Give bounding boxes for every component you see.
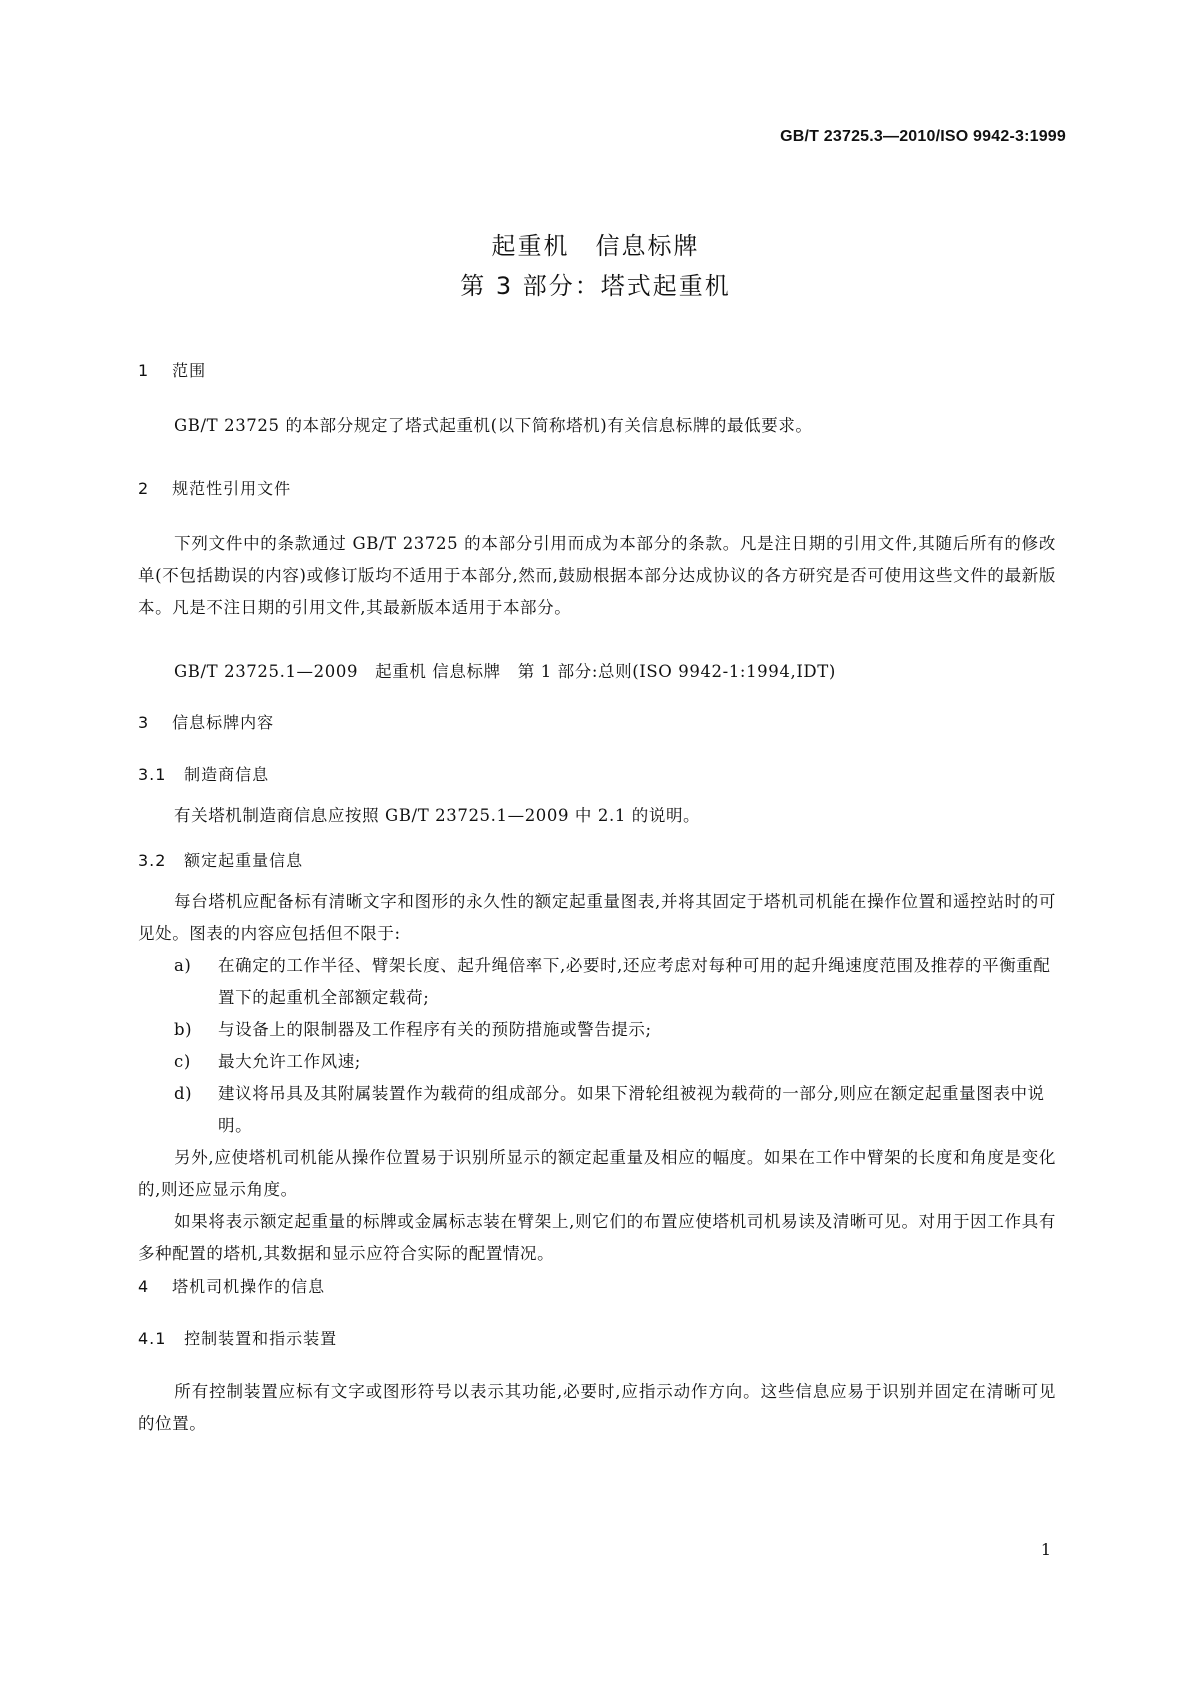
list-text: 与设备上的限制器及工作程序有关的预防措施或警告提示; xyxy=(218,1020,652,1039)
document-title xyxy=(0,226,1191,306)
section-3-2-heading xyxy=(138,848,303,871)
section-1-paragraph xyxy=(138,410,1056,442)
section-title: 范围 xyxy=(172,361,207,380)
paragraph-text: 有关塔机制造商信息应按照 GB/T 23725.1—2009 中 2.1 的说明。 xyxy=(174,806,701,825)
list-marker: c) xyxy=(174,1052,191,1071)
section-4-1-heading xyxy=(138,1326,337,1349)
normative-reference: GB/T 23725.1—2009 起重机 信息标牌 第 1 部分:总则(ISO 9942-1:1994,IDT) xyxy=(174,662,836,681)
section-3-heading xyxy=(138,710,274,733)
section-1-heading xyxy=(138,358,206,381)
section-number: 3 xyxy=(138,713,150,732)
paragraph-text: 所有控制装置应标有文字或图形符号以表示其功能,必要时,应指示动作方向。这些信息应易于识别并固定在清晰可见的位置。 xyxy=(138,1382,1056,1433)
page-number: 1 xyxy=(1040,1540,1051,1559)
list-item xyxy=(174,1014,1056,1046)
section-3-2-paragraph-3 xyxy=(138,1206,1056,1270)
list-text: 建议将吊具及其附属装置作为载荷的组成部分。如果下滑轮组被视为载荷的一部分,则应在额定起重量图表中说明。 xyxy=(218,1084,1045,1135)
paragraph-text: 如果将表示额定起重量的标牌或金属标志装在臂架上,则它们的布置应使塔机司机易读及清晰可见。对用于因工作具有多种配置的塔机,其数据和显示应符合实际的配置情况。 xyxy=(138,1212,1056,1263)
list-item xyxy=(174,1078,1056,1142)
section-4-heading xyxy=(138,1274,325,1297)
paragraph-text: 另外,应使塔机司机能从操作位置易于识别所显示的额定起重量及相应的幅度。如果在工作中臂架的长度和角度是变化的,则还应显示角度。 xyxy=(138,1148,1056,1199)
section-2-heading xyxy=(138,476,291,499)
list-marker: a) xyxy=(174,956,192,975)
list-text: 在确定的工作半径、臂架长度、起升绳倍率下,必要时,还应考虑对每种可用的起升绳速度范围及推荐的平衡重配置下的起重机全部额定载荷; xyxy=(218,956,1051,1007)
section-title: 信息标牌内容 xyxy=(172,713,275,732)
section-number: 3.1 xyxy=(138,765,167,784)
section-number: 3.2 xyxy=(138,851,167,870)
section-title: 规范性引用文件 xyxy=(172,479,292,498)
paragraph-text: GB/T 23725 的本部分规定了塔式起重机(以下简称塔机)有关信息标牌的最低要求。 xyxy=(174,416,813,435)
section-number: 2 xyxy=(138,479,150,498)
section-title: 制造商信息 xyxy=(184,765,270,784)
section-number: 4.1 xyxy=(138,1329,167,1348)
section-title: 控制装置和指示装置 xyxy=(184,1329,338,1348)
section-3-2-paragraph-2 xyxy=(138,1142,1056,1206)
section-4-1-paragraph xyxy=(138,1376,1056,1440)
section-title: 塔机司机操作的信息 xyxy=(172,1277,326,1296)
paragraph-text: 下列文件中的条款通过 GB/T 23725 的本部分引用而成为本部分的条款。凡是注日期的引用文件,其随后所有的修改单(不包括勘误的内容)或修订版均不适用于本部分,然而,鼓励根据本部分达成协议的各方研究是否可使用这些文件的最新版本。凡是不注日期的引用文件,其最新版本适用于本部分。 xyxy=(138,534,1056,617)
title-line-2: 第 3 部分：塔式起重机 xyxy=(460,272,731,300)
section-3-1-paragraph xyxy=(138,800,1056,832)
paragraph-text: 每台塔机应配备标有清晰文字和图形的永久性的额定起重量图表,并将其固定于塔机司机能在操作位置和遥控站时的可见处。图表的内容应包括但不限于: xyxy=(138,892,1056,943)
section-2-paragraph xyxy=(138,528,1056,624)
title-line-1: 起重机 信息标牌 xyxy=(491,232,700,260)
section-number: 4 xyxy=(138,1277,150,1296)
section-title: 额定起重量信息 xyxy=(184,851,304,870)
list-marker: b) xyxy=(174,1020,193,1039)
standard-code-header: GB/T 23725.3—2010/ISO 9942-3:1999 xyxy=(780,128,1066,145)
list-text: 最大允许工作风速; xyxy=(218,1052,361,1071)
list-marker: d) xyxy=(174,1084,193,1103)
list-item xyxy=(174,950,1056,1014)
list-item xyxy=(174,1046,1056,1078)
section-3-2-paragraph-1 xyxy=(138,886,1056,950)
section-number: 1 xyxy=(138,361,150,380)
section-3-1-heading xyxy=(138,762,269,785)
